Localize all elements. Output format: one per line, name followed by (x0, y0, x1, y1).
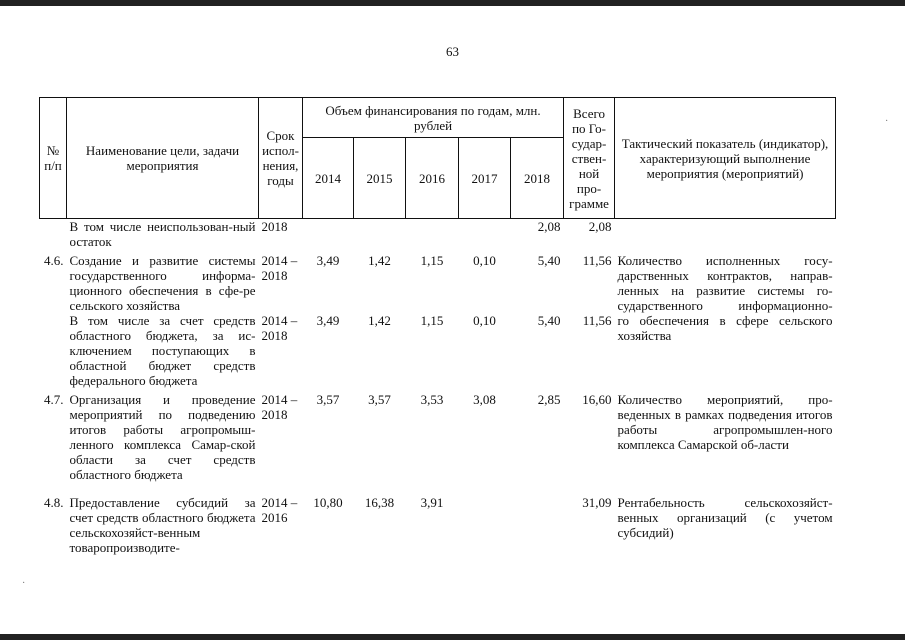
table-row (40, 313, 836, 388)
row-name: В том числе за счет средств областного бюджета, за ис-ключением поступающих в областной бюджет средств федерального бюджета (69, 313, 256, 388)
page-number: 63 (446, 44, 459, 59)
row-value: 16,38 (364, 495, 395, 510)
row-value: 0,10 (473, 313, 496, 328)
row-value (406, 219, 459, 250)
scan-speck: · (885, 116, 889, 127)
row-term: 2014 – 2018 (261, 313, 298, 343)
row-value: 1,15 (420, 313, 444, 328)
header-total: Всего по Го-судар-ствен-ной про-грамме (564, 98, 615, 219)
row-indicator: Рентабельность сельскохозяйст-венных организаций (с учетом субсидий) (617, 495, 833, 540)
row-value: 3,57 (316, 392, 340, 407)
row-indicator: Количество мероприятий, про-веденных в рамках подведения итогов работы агропромышлен-ного комплекса Самарской об-ласти (617, 392, 833, 452)
header-num: № п/п (40, 98, 67, 219)
scan-speck: · (22, 578, 26, 589)
header-indicator: Тактический показатель (индикатор), характеризующий выполнение мероприятия (мероприятий) (615, 98, 836, 219)
row-total: 11,56 (582, 253, 612, 268)
row-value: 2,08 (537, 219, 561, 234)
bottom-scan-border (0, 634, 905, 640)
funding-table (39, 97, 836, 555)
header-year: 2017 (459, 138, 511, 219)
row-value: 3,49 (316, 253, 340, 268)
row-value (511, 482, 564, 555)
table-row (40, 249, 836, 313)
row-total: 2,08 (588, 219, 612, 234)
row-number: 4.8. (44, 495, 64, 510)
row-value: 5,40 (537, 313, 561, 328)
header-term: Срок испол-нения, годы (259, 98, 303, 219)
row-value: 10,80 (313, 495, 343, 510)
row-value: 1,42 (368, 253, 391, 268)
row-value: 3,91 (420, 495, 444, 510)
row-value: 1,15 (420, 253, 444, 268)
row-name: Организация и проведение мероприятий по подведению итогов работы агропромыш-ленного комплекса Самар-ской области за счет средств областного бюджета (69, 392, 256, 482)
row-name: Создание и развитие системы государственного информа-ционного обеспечения в сфе-ре сельского хозяйства (69, 253, 256, 313)
row-number (40, 219, 67, 250)
row-value (459, 482, 511, 555)
table-row (40, 482, 836, 555)
row-value: 5,40 (537, 253, 561, 268)
row-value: 3,53 (420, 392, 444, 407)
row-indicator: Количество исполненных госу-дарственных контрактов, направ-ленных на развитие системы го-сударственного информационно- (617, 253, 833, 313)
row-value: 0,10 (473, 253, 496, 268)
row-value (459, 219, 511, 250)
top-scan-border (0, 0, 905, 6)
header-year: 2014 (303, 138, 354, 219)
row-name: Предоставление субсидий за счет средств областного бюджета сельскохозяйст-венным товаропроизводите- (69, 495, 256, 555)
row-indicator (615, 219, 836, 250)
row-term: 2014 – 2018 (261, 392, 298, 422)
row-term: 2014 – 2016 (261, 495, 298, 525)
row-value (354, 219, 406, 250)
header-name: Наименование цели, задачи мероприятия (67, 98, 259, 219)
row-term: 2014 – 2018 (261, 253, 298, 283)
header-year: 2015 (354, 138, 406, 219)
row-term: 2018 (261, 219, 288, 234)
header-year: 2018 (511, 138, 564, 219)
row-name: В том числе неиспользован-ный остаток (69, 219, 256, 249)
row-value: 1,42 (368, 313, 391, 328)
row-total: 11,56 (582, 313, 612, 328)
row-number (40, 313, 67, 388)
row-value: 2,85 (537, 392, 561, 407)
row-number: 4.7. (44, 392, 64, 407)
row-indicator: го обеспечения в сфере сельского хозяйства (617, 313, 833, 343)
header-funding: Объем финансирования по годам, млн. рублей (303, 98, 564, 138)
row-total: 31,09 (582, 495, 612, 510)
table-row (40, 219, 836, 250)
table-row (40, 388, 836, 482)
header-year: 2016 (406, 138, 459, 219)
row-value: 3,08 (473, 392, 496, 407)
row-total: 16,60 (582, 392, 612, 407)
row-value: 3,57 (368, 392, 391, 407)
row-value (303, 219, 354, 250)
row-number: 4.6. (44, 253, 64, 268)
row-value: 3,49 (316, 313, 340, 328)
